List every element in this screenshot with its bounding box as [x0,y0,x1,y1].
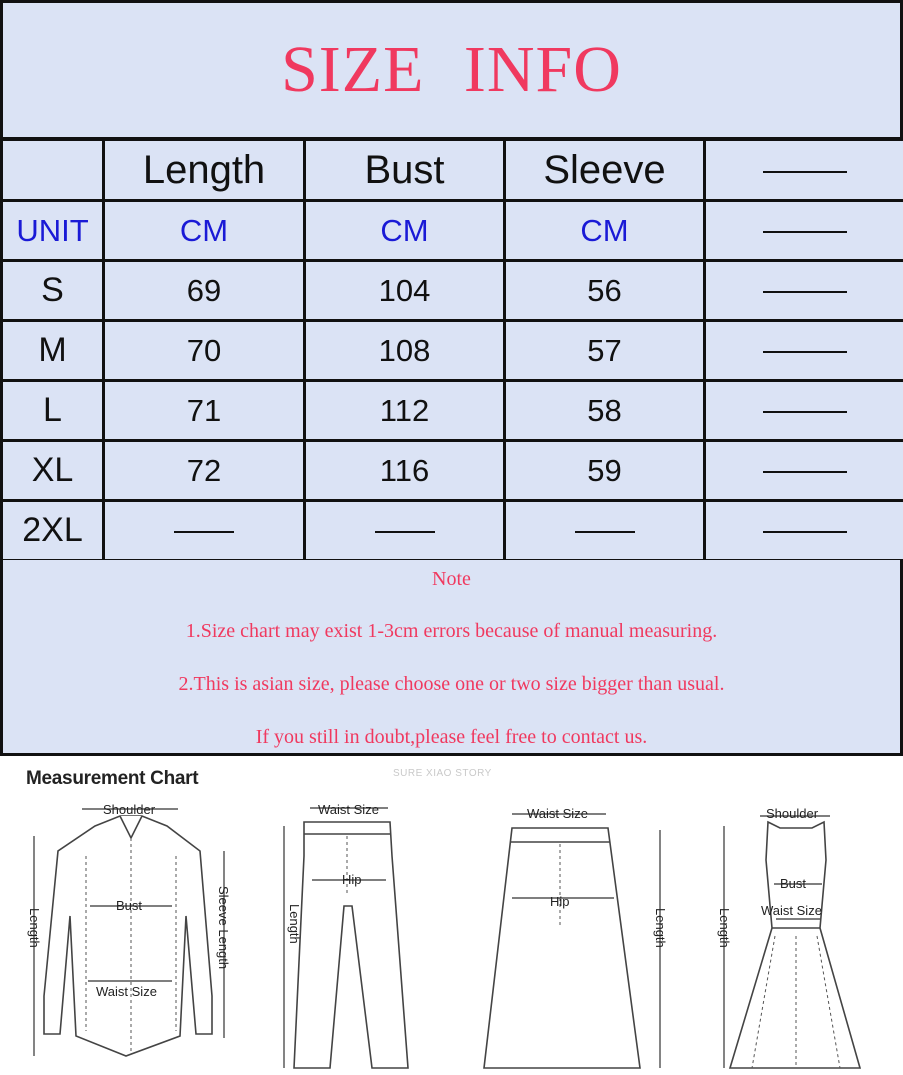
pants-diagram [284,802,408,1068]
shirt-diagram [27,802,231,1056]
unit-sleeve: CM [505,201,705,261]
dash [763,171,847,173]
dash [575,531,635,533]
empty-cell [705,441,903,501]
note-line-2: 2.This is asian size, please choose one or two size bigger than usual. [178,673,725,695]
dress-shoulder-label: Shoulder [766,806,819,821]
unit-length: CM [104,201,305,261]
header-empty-column [705,140,903,201]
note-panel [0,560,903,756]
bust-value: 108 [305,321,505,381]
table-row [2,501,903,561]
table-row [2,321,903,381]
dash [763,231,847,233]
empty-cell [705,261,903,321]
sleeve-value: 56 [505,261,705,321]
size-label: 2XL [2,501,104,561]
unit-label: UNIT [2,201,104,261]
shirt-waist-label: Waist Size [96,984,157,999]
header-length: Length [104,140,305,201]
sleeve-value: 59 [505,441,705,501]
note-line-3: If you still in doubt,please feel free to contact us. [255,726,648,748]
shirt-shoulder-label: Shoulder [103,802,156,817]
header-row [2,140,903,201]
header-corner [2,140,104,201]
measurement-chart [0,756,903,1075]
size-label: L [2,381,104,441]
watermark: SURE XIAO STORY [393,768,492,779]
note-heading: Note [432,568,471,590]
size-label: S [2,261,104,321]
dash [375,531,435,533]
dash [174,531,234,533]
pants-waist-label: Waist Size [318,802,379,817]
header-sleeve: Sleeve [505,140,705,201]
dash [763,411,847,413]
page-title: SIZE INFO [281,33,622,106]
pants-length-label: Length [287,904,302,944]
measurement-chart-title: Measurement Chart [26,768,199,789]
shirt-bust-label: Bust [116,898,143,913]
title-banner [0,0,903,140]
size-table [0,138,903,562]
dress-length-label: Length [717,908,732,948]
bust-value: 104 [305,261,505,321]
pants-hip-label: Hip [342,872,362,887]
dress-waist-label: Waist Size [761,903,822,918]
dash [763,291,847,293]
length-value: 70 [104,321,305,381]
dash [763,351,847,353]
sleeve-value: 57 [505,321,705,381]
dress-diagram [717,806,860,1068]
empty-cell [705,381,903,441]
unit-empty [705,201,903,261]
skirt-waist-label: Waist Size [527,806,588,821]
empty-cell [705,321,903,381]
bust-value: 112 [305,381,505,441]
dash [763,471,847,473]
header-bust: Bust [305,140,505,201]
table-row [2,261,903,321]
length-value: 72 [104,441,305,501]
garment-diagrams [0,756,903,1075]
length-value: 69 [104,261,305,321]
shirt-sleeve-label: Sleeve Length [216,886,231,970]
shirt-length-label: Length [27,908,42,948]
note-line-1: 1.Size chart may exist 1-3cm errors because of manual measuring. [185,620,718,642]
unit-bust: CM [305,201,505,261]
unit-row [2,201,903,261]
bust-value [305,501,505,561]
empty-cell [705,501,903,561]
sleeve-value [505,501,705,561]
size-label: XL [2,441,104,501]
sleeve-value: 58 [505,381,705,441]
skirt-hip-label: Hip [550,894,570,909]
dress-bust-label: Bust [780,876,807,891]
bust-value: 116 [305,441,505,501]
length-value [104,501,305,561]
skirt-diagram [484,806,668,1068]
dash [763,531,847,533]
skirt-length-label: Length [653,908,668,948]
size-label: M [2,321,104,381]
table-row [2,441,903,501]
length-value: 71 [104,381,305,441]
table-row [2,381,903,441]
